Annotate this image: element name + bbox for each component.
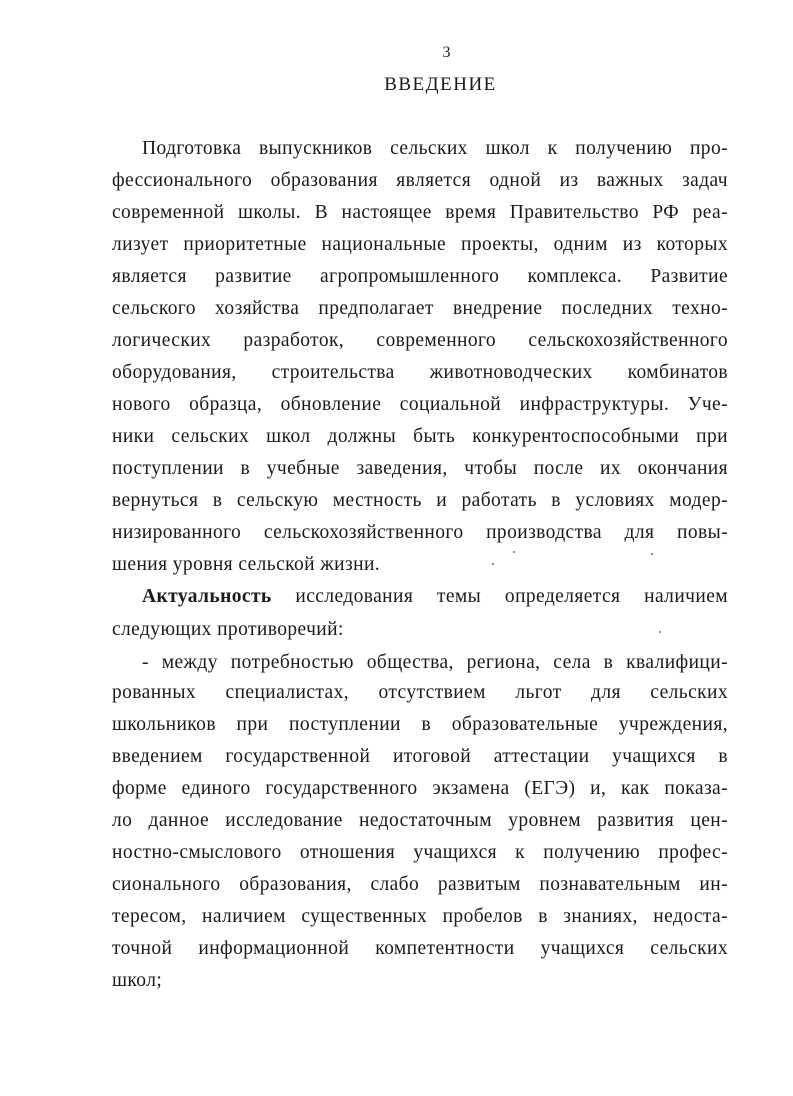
paragraph-line: - между потребностью общества, региона, села в квалифици-	[142, 652, 728, 673]
paragraph-line: Подготовка выпускников сельских школ к получению про-	[142, 138, 728, 159]
paragraph-line	[142, 583, 728, 611]
paragraph-line: шения уровня сельской жизни.	[112, 554, 381, 575]
paragraph-line: низированного сельскохозяйственного производства для повы-	[112, 522, 728, 543]
paragraph-line: следующих противоречий:	[112, 619, 344, 640]
paragraph-line: рованных специалистах, отсутствием льгот для сельских	[112, 682, 728, 703]
paragraph-line: сионального образования, слабо развитым познавательным ин-	[112, 874, 728, 895]
paragraph-line: школьников при поступлении в образовательные учреждения,	[112, 714, 728, 735]
paragraph-line: фессионального образования является одной из важных задач	[112, 170, 728, 191]
paragraph-line: современной школы. В настоящее время Правительство РФ реа-	[112, 202, 728, 223]
paragraph-line: ники сельских школ должны быть конкурентоспособными при	[112, 426, 728, 447]
paragraph-line: лизует приоритетные национальные проекты, одним из которых	[112, 234, 728, 255]
paragraph-line: введением государственной итоговой аттестации учащихся в	[112, 746, 728, 767]
page-number: 3	[442, 44, 451, 61]
paragraph-line: форме единого государственного экзамена (ЕГЭ) и, как показа-	[112, 778, 728, 799]
paragraph-line: точной информационной компетентности учащихся сельских	[112, 938, 728, 959]
paragraph-line: школ;	[112, 970, 163, 991]
paragraph-line: нового образца, обновление социальной инфраструктуры. Уче-	[112, 394, 728, 415]
paragraph-line: тересом, наличием существенных пробелов в знаниях, недоста-	[112, 906, 728, 927]
paragraph-line: ло данное исследование недостаточным уровнем развития цен-	[112, 810, 728, 831]
paragraph-line: логических разработок, современного сельскохозяйственного	[112, 330, 728, 351]
paragraph-line: вернуться в сельскую местность и работать в условиях модер-	[112, 490, 728, 511]
paragraph-line: ностно-смыслового отношения учащихся к получению профес-	[112, 842, 728, 863]
paragraph-line: поступлении в учебные заведения, чтобы после их окончания	[112, 458, 728, 479]
bold-term: Актуальность	[142, 586, 272, 607]
scan-speck	[659, 631, 661, 633]
paragraph-line: оборудования, строительства животноводческих комбинатов	[112, 362, 728, 383]
paragraph-line: сельского хозяйства предполагает внедрение последних техно-	[112, 298, 728, 319]
scan-speck	[651, 553, 653, 555]
scan-speck	[513, 551, 515, 553]
scan-speck	[492, 563, 494, 565]
paragraph-text: исследования темы определяется наличием	[271, 586, 728, 607]
page-title: ВВЕДЕНИЕ	[384, 74, 497, 95]
paragraph-line: является развитие агропромышленного комплекса. Развитие	[112, 266, 728, 287]
